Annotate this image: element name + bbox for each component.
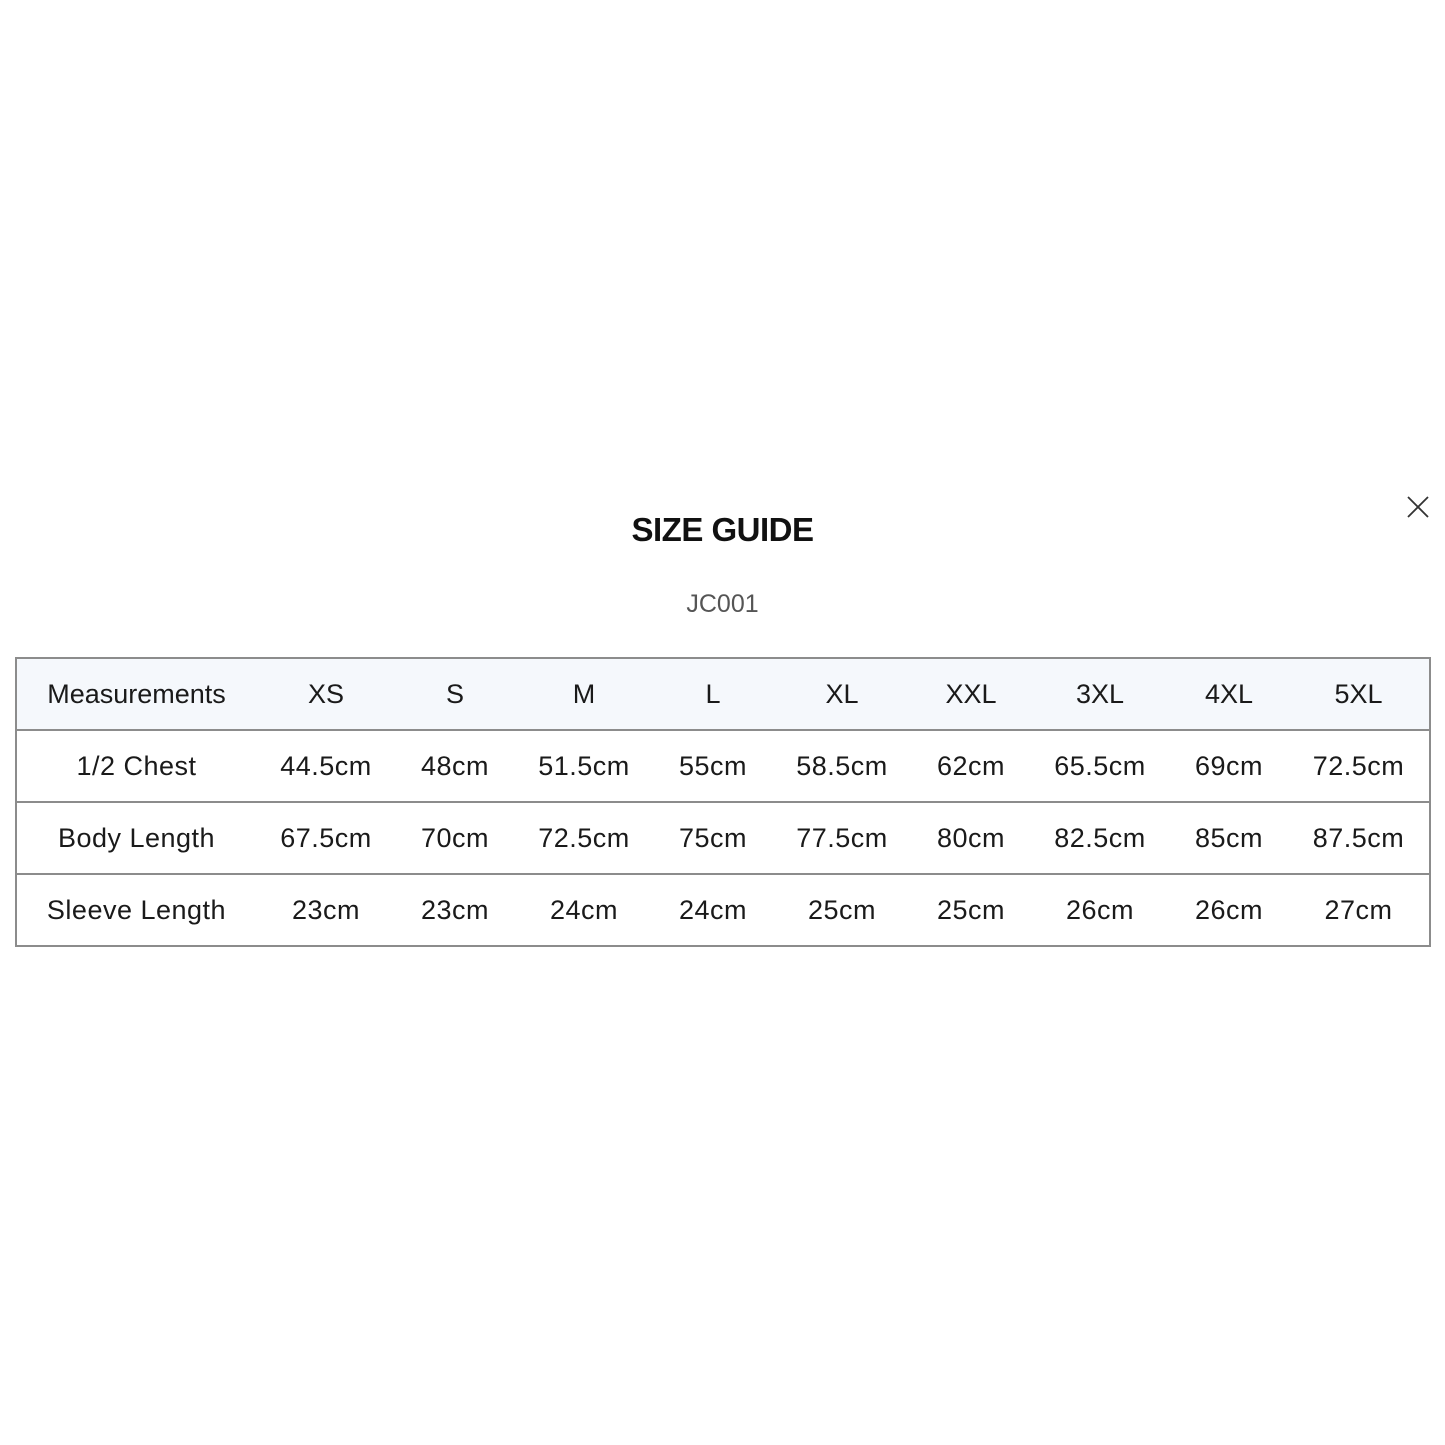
- column-header-measurements: Measurements: [16, 658, 256, 730]
- table-cell: 65.5cm: [1030, 730, 1170, 802]
- column-header-l: L: [654, 658, 772, 730]
- size-table-container: [15, 657, 1429, 947]
- table-cell: 58.5cm: [772, 730, 912, 802]
- table-cell: 27cm: [1324, 894, 1393, 925]
- column-header-m: M: [514, 658, 654, 730]
- table-cell: 70cm: [396, 802, 514, 874]
- page-title: SIZE GUIDE: [631, 511, 814, 548]
- table-cell: 24cm: [678, 894, 748, 925]
- table-row: [16, 802, 1430, 874]
- row-label: 1/2 Chest: [16, 730, 256, 802]
- product-code: JC001: [686, 590, 759, 618]
- table-cell: 82.5cm: [1030, 802, 1170, 874]
- table-cell: 85cm: [1170, 802, 1288, 874]
- table-cell: 69cm: [1170, 730, 1288, 802]
- table-cell: 26cm: [1065, 894, 1135, 925]
- column-header-xxl: XXL: [912, 658, 1030, 730]
- table-header-row: [16, 658, 1430, 730]
- table-cell: 25cm: [807, 894, 877, 925]
- table-cell: 24cm: [549, 894, 619, 925]
- column-header-3xl: 3XL: [1030, 658, 1170, 730]
- table-cell: 72.5cm: [1288, 730, 1430, 802]
- table-cell: 23cm: [420, 894, 490, 925]
- column-header-s: S: [396, 658, 514, 730]
- table-cell: 51.5cm: [514, 730, 654, 802]
- table-cell: 48cm: [396, 730, 514, 802]
- table-row: [16, 874, 1430, 946]
- column-header-xs: XS: [256, 658, 396, 730]
- column-header-5xl: 5XL: [1288, 658, 1430, 730]
- table-cell: 44.5cm: [256, 730, 396, 802]
- table-cell: 62cm: [912, 730, 1030, 802]
- table-cell: 26cm: [1194, 894, 1264, 925]
- table-row: [16, 730, 1430, 802]
- table-cell: 75cm: [654, 802, 772, 874]
- size-table: [15, 657, 1431, 947]
- table-cell: 23cm: [291, 894, 361, 925]
- table-cell: 25cm: [936, 894, 1006, 925]
- table-cell: 77.5cm: [772, 802, 912, 874]
- table-cell: 67.5cm: [256, 802, 396, 874]
- table-cell: 55cm: [654, 730, 772, 802]
- row-label: Sleeve Length: [46, 894, 227, 925]
- table-cell: 72.5cm: [514, 802, 654, 874]
- table-cell: 87.5cm: [1288, 802, 1430, 874]
- row-label: Body Length: [16, 802, 256, 874]
- column-header-xl: XL: [772, 658, 912, 730]
- column-header-4xl: 4XL: [1170, 658, 1288, 730]
- table-cell: 80cm: [912, 802, 1030, 874]
